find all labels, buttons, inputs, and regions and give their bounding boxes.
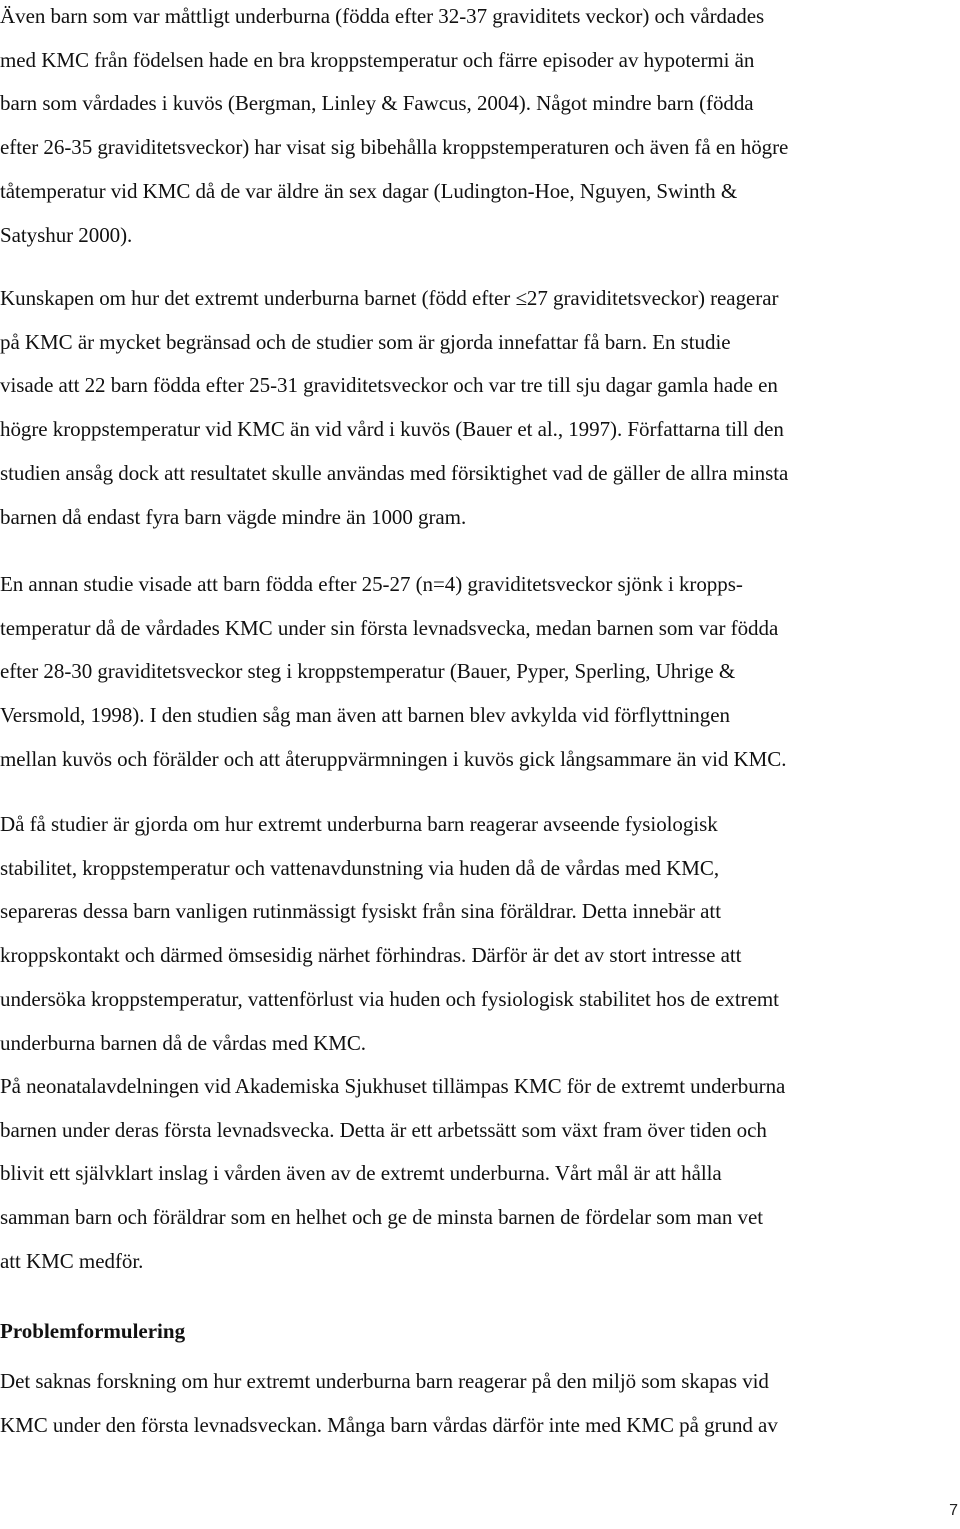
text-line: Det saknas forskning om hur extremt underburna barn reagerar på den miljö som skapas vid bbox=[0, 1369, 769, 1393]
text-line: separeras dessa barn vanligen rutinmässigt fysiskt från sina föräldrar. Detta innebär att bbox=[0, 899, 721, 924]
text-line: blivit ett självklart inslag i vården även av de extremt underburna. Vårt mål är att hålla bbox=[0, 1161, 722, 1186]
text-line: En annan studie visade att barn födda efter 25-27 (n=4) graviditetsveckor sjönk i kropps- bbox=[0, 572, 743, 596]
text-line: mellan kuvös och förälder och att återuppvärmningen i kuvös gick långsammare än vid KMC. bbox=[0, 746, 787, 771]
section-heading: Problemformulering bbox=[0, 1319, 186, 1343]
paragraph-few-studies bbox=[0, 803, 779, 1065]
text-line: kroppskontakt och därmed ömsesidig närhet förhindras. Därför är det av stort intresse att bbox=[0, 943, 742, 968]
text-line: barn som vårdades i kuvös (Bergman, Linley & Fawcus, 2004). Något mindre barn (födda bbox=[0, 91, 754, 116]
text-line: efter 28-30 graviditetsveckor steg i kroppstemperatur (Bauer, Pyper, Sperling, Uhrige & bbox=[0, 659, 736, 684]
paragraph-another-study bbox=[0, 563, 786, 782]
text-line: studien ansåg dock att resultatet skulle användas med försiktighet vad de gäller de allra minsta bbox=[0, 460, 789, 485]
text-line: tåtemperatur vid KMC då de var äldre än sex dagar (Ludington-Hoe, Nguyen, Swinth & bbox=[0, 178, 738, 203]
paragraph-extremely-preterm-knowledge bbox=[0, 277, 788, 539]
text-line: På neonatalavdelningen vid Akademiska Sjukhuset tillämpas KMC för de extremt underburna bbox=[0, 1074, 786, 1098]
text-line: Kunskapen om hur det extremt underburna barnet (född efter ≤27 graviditetsveckor) reagerar bbox=[0, 286, 779, 310]
paragraph-neonatal-unit bbox=[0, 1065, 785, 1284]
text-line: underburna barnen då de vårdas med KMC. bbox=[0, 1030, 367, 1055]
text-line: efter 26-35 graviditetsveckor) har visat sig bibehålla kroppstemperaturen och även få en högre bbox=[0, 135, 789, 160]
text-line: samman barn och föräldrar som en helhet och ge de minsta barnen de fördelar som man vet bbox=[0, 1205, 764, 1230]
text-line: Satyshur 2000). bbox=[0, 222, 133, 247]
text-line: med KMC från födelsen hade en bra kroppstemperatur och färre episoder av hypotermi än bbox=[0, 47, 755, 72]
text-line: på KMC är mycket begränsad och de studier som är gjorda innefattar få barn. En studie bbox=[0, 329, 731, 354]
paragraph-problem-statement bbox=[0, 1360, 778, 1447]
page-number: 7 bbox=[949, 1502, 958, 1519]
text-line: undersöka kroppstemperatur, vattenförlust via huden och fysiologisk stabilitet hos de extremt bbox=[0, 986, 779, 1011]
text-line: KMC under den första levnadsveckan. Många barn vårdas därför inte med KMC på grund av bbox=[0, 1412, 778, 1437]
text-line: visade att 22 barn födda efter 25-31 graviditetsveckor och var tre till sju dagar gamla hade en bbox=[0, 373, 778, 398]
text-line: barnen då endast fyra barn vägde mindre än 1000 gram. bbox=[0, 504, 467, 529]
text-line: temperatur då de vårdades KMC under sin första levnadsvecka, medan barnen som var födda bbox=[0, 615, 779, 640]
text-line: Då få studier är gjorda om hur extremt underburna barn reagerar avseende fysiologisk bbox=[0, 812, 718, 836]
text-line: Versmold, 1998). I den studien såg man även att barnen blev avkylda vid förflyttningen bbox=[0, 703, 730, 728]
paragraph-kmc-moderate-preterm bbox=[0, 0, 788, 257]
text-line: att KMC medför. bbox=[0, 1248, 144, 1273]
text-line: barnen under deras första levnadsvecka. Detta är ett arbetssätt som växt fram över tiden och bbox=[0, 1117, 767, 1142]
text-line: stabilitet, kroppstemperatur och vattenavdunstning via huden då de vårdas med KMC, bbox=[0, 855, 720, 880]
text-line: Även barn som var måttligt underburna (födda efter 32-37 graviditets veckor) och vårdades bbox=[0, 4, 765, 28]
text-line: högre kroppstemperatur vid KMC än vid vård i kuvös (Bauer et al., 1997). Författarna till den bbox=[0, 417, 784, 442]
